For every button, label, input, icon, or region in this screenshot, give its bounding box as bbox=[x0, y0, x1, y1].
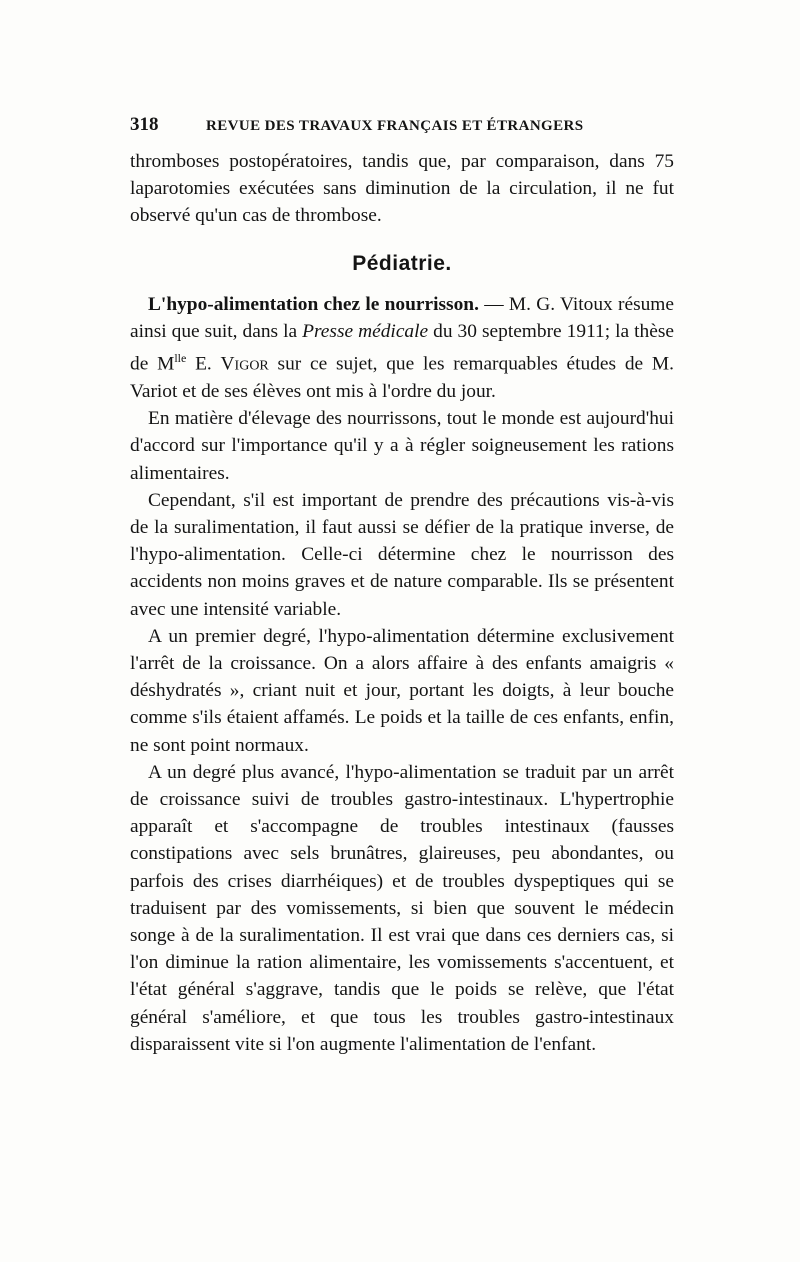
article-title: L'hypo-alimentation chez le nourrisson. bbox=[148, 293, 479, 315]
article-lead-text-1: M. G. Vitoux résume ainsi que suit, dans la bbox=[130, 293, 674, 343]
article-lead-text-3: E. bbox=[186, 353, 221, 375]
article-lead-text-2: du 30 septembre 1911; la thèse de M bbox=[130, 321, 674, 375]
paragraph-premier-degre: A un premier degré, l'hypo-alimentation détermine exclusivement l'arrêt de la croissance. On a alors affaire à des enfants amaigris « déshydratés », criant nuit et jour, portant les doigts, à leur bouche comme s'ils étaient affamés. Le poids et la taille de ces enfants, enfin, ne sont point normaux. bbox=[130, 625, 674, 756]
journal-name: Presse médicale bbox=[302, 321, 429, 343]
article-lead-text-4: sur ce sujet, que les remarquables études de M. Variot et de ses élèves ont mis à l'ordre du jour. bbox=[130, 353, 674, 402]
paragraph-degre-avance: A un degré plus avancé, l'hypo-alimentation se traduit par un arrêt de croissance suivi de troubles gastro-intestinaux. L'hypertrophie apparaît et s'accompagne de troubles intestinaux (fausses constipations avec sels brunâtres, glaireuses, peu abondantes, ou parfois des crises diarrhéiques) et de troubles dyspeptiques qui se traduisent par des vomissements, si bien que souvent le médecin songe à de la suralimentation. Il est vrai que dans ces derniers cas, si l'on diminue la ration alimentaire, les vomissements s'accentuent, et l'état général s'aggrave, tandis que le poids se relève, que l'état général s'améliore, et que tous les troubles gastro-intestinaux disparaissent vite si l'on augmente l'alimentation de l'enfant. bbox=[130, 761, 674, 1055]
author-name: Vigor bbox=[220, 353, 269, 375]
paragraph-precautions: Cependant, s'il est important de prendre des précautions vis-à-vis de la suralimentation, il faut aussi se défier de la pratique inverse, de l'hypo-alimentation. Celle-ci détermine chez le nourrisson des accidents non moins graves et de nature comparable. Ils se présentent avec une intensité variable. bbox=[130, 489, 674, 620]
article-lead-paragraph bbox=[130, 291, 674, 405]
intro-paragraph: thromboses postopératoires, tandis que, par comparaison, dans 75 laparotomies exécutées sans diminution de la circulation, il ne fut observé qu'un cas de thrombose. bbox=[130, 151, 674, 227]
page-number: 318 bbox=[130, 114, 159, 135]
running-head-title: REVUE DES TRAVAUX FRANÇAIS ET ÉTRANGERS bbox=[206, 118, 584, 134]
paragraph-elevage: En matière d'élevage des nourrissons, tout le monde est aujourd'hui d'accord sur l'importance qu'il y a à régler soigneusement les rations alimentaires. bbox=[130, 408, 674, 484]
article-lead-dash: — bbox=[478, 293, 509, 315]
running-header bbox=[130, 114, 674, 144]
mlle-superscript: lle bbox=[174, 351, 187, 366]
section-title: Pédiatrie. bbox=[352, 251, 452, 275]
body-text bbox=[130, 148, 674, 1058]
page bbox=[130, 114, 674, 1058]
